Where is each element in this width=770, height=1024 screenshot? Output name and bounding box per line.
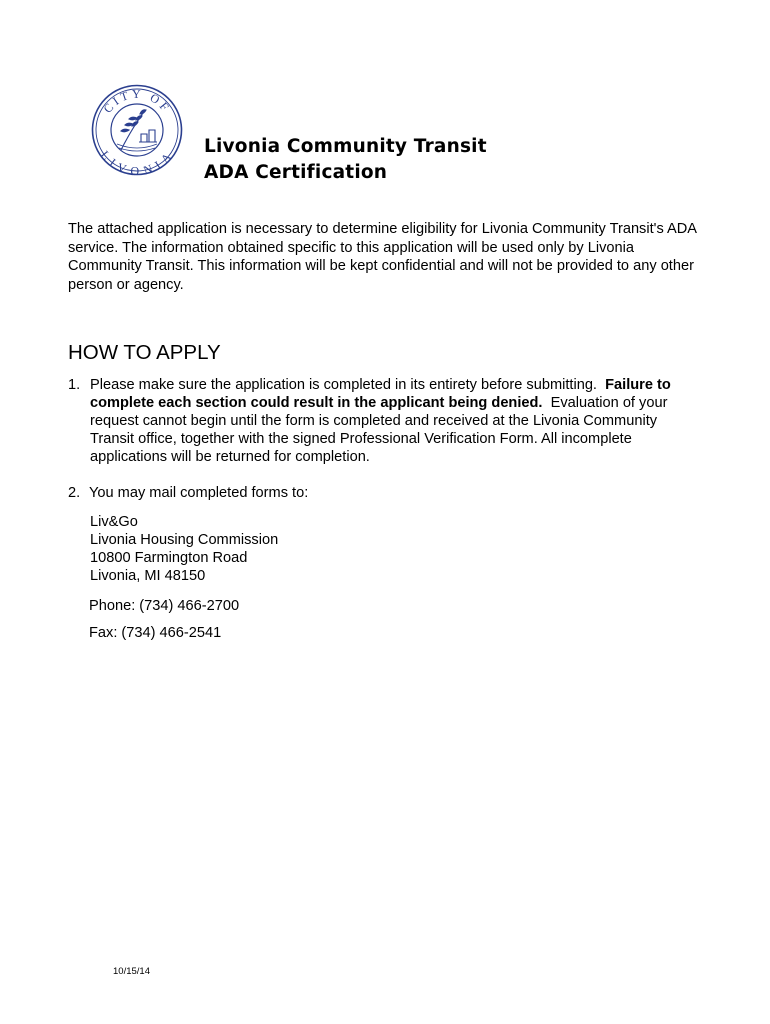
step-1-text	[90, 376, 702, 466]
step-1-number: 1.	[68, 377, 81, 393]
mailing-address	[90, 513, 278, 585]
seal-emblem-icon	[91, 84, 183, 176]
phone-number: Phone: (734) 466-2700	[89, 598, 240, 614]
address-line-3: 10800 Farmington Road	[90, 550, 248, 566]
footer-date: 10/15/14	[113, 966, 150, 977]
step-1-warning: Failure to complete each section could result in the applicant being denied.	[90, 377, 671, 411]
step-2-text: You may mail completed forms to:	[89, 485, 309, 501]
seal-top-text: CITY OF	[100, 86, 174, 116]
seal-bottom-text: LIVONIA	[98, 147, 176, 176]
step-1-text-b: Evaluation of your request cannot begin until the form is completed and received at the Livonia Community Transit office, together with the signed Professional Verification Form. All incomplete applications will be returned for completion.	[90, 395, 668, 465]
fax-number: Fax: (734) 466-2541	[89, 625, 222, 641]
address-line-4: Livonia, MI 48150	[90, 568, 206, 584]
title-line-1: Livonia Community Transit	[204, 136, 487, 157]
title-line-2: ADA Certification	[204, 162, 388, 183]
svg-text:LIVONIA	[98, 148, 176, 176]
step-1-text-a: Please make sure the application is completed in its entirety before submitting.	[90, 377, 597, 393]
how-to-apply-heading: HOW TO APPLY	[68, 341, 221, 364]
document-title	[204, 134, 487, 186]
address-line-1: Liv&Go	[90, 514, 138, 530]
svg-text:CITY OF	[100, 87, 173, 116]
city-of-livonia-seal	[91, 84, 183, 176]
step-2-number: 2.	[68, 485, 81, 501]
intro-paragraph: The attached application is necessary to determine eligibility for Livonia Community Transit's ADA service. The information obtained specific to this application will be used only by Livonia Community Transit. This information will be kept confidential and will not be provided to any other person or agency.	[68, 221, 697, 293]
address-line-2: Livonia Housing Commission	[90, 532, 279, 548]
